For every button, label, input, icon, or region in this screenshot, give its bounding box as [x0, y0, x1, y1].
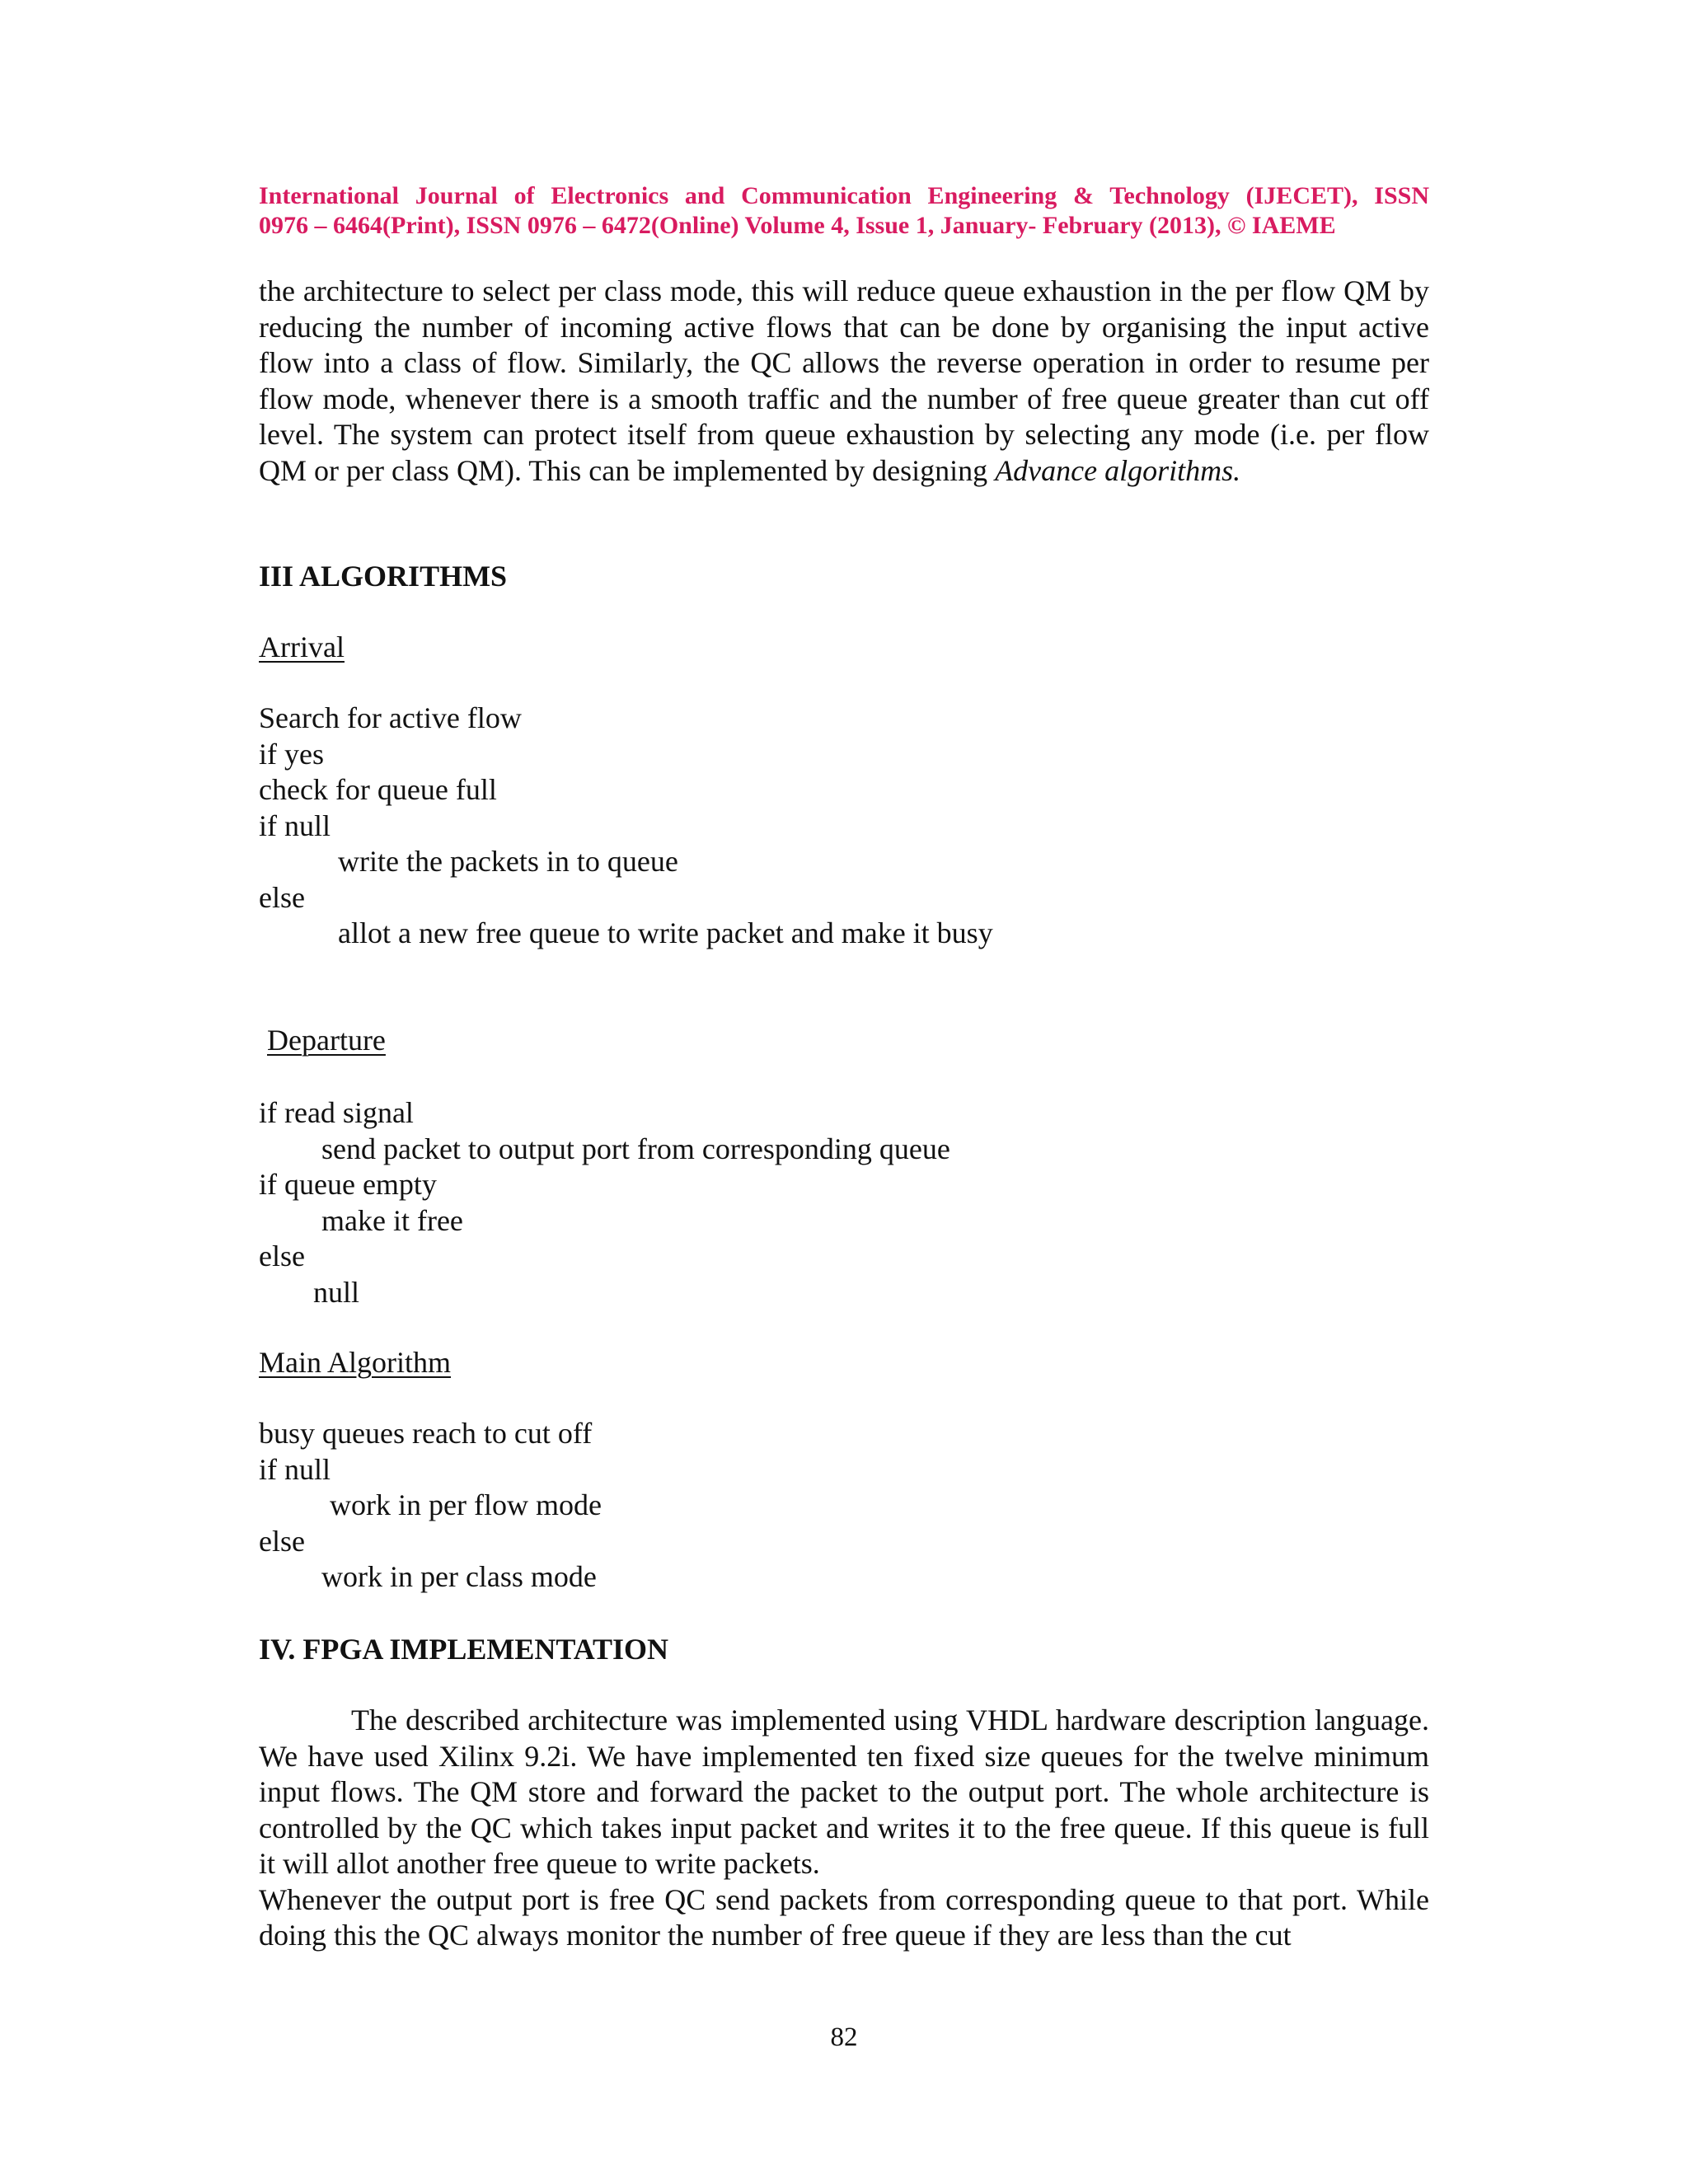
main-algorithm-line: work in per flow mode	[330, 1488, 602, 1521]
subheading-main-algorithm: Main Algorithm	[259, 1346, 451, 1379]
departure-line: if read signal	[259, 1096, 414, 1129]
subheading-arrival: Arrival	[259, 630, 345, 663]
section-heading-fpga-implementation: IV. FPGA IMPLEMENTATION	[259, 1633, 669, 1666]
arrival-line: allot a new free queue to write packet and make it busy	[338, 916, 993, 949]
subheading-departure: Departure	[267, 1024, 386, 1057]
departure-line: send packet to output port from corresponding queue	[321, 1132, 950, 1165]
page-number: 82	[830, 2022, 858, 2052]
arrival-line: write the packets in to queue	[338, 845, 678, 878]
arrival-line: if yes	[259, 737, 324, 771]
document-page	[259, 0, 1429, 2184]
departure-line: if queue empty	[259, 1168, 437, 1201]
intro-paragraph-text: the architecture to select per class mode, this will reduce queue exhaustion in the per flow QM by reducing the number of incoming active flows that can be done by organising the input active flow into a class of flow. Similarly, the QC allows the reverse operation in order to resume per flow mode, whenever there is a smooth traffic and the number of free queue greater than cut off level. The system can protect itself from queue exhaustion by selecting any mode (i.e. per flow QM or per class QM). This can be implemented by designing	[259, 274, 1429, 487]
departure-line: make it free	[321, 1203, 463, 1237]
main-algorithm-line: busy queues reach to cut off	[259, 1417, 593, 1450]
arrival-line: check for queue full	[259, 773, 497, 806]
departure-line: null	[313, 1275, 360, 1309]
main-algorithm-line: else	[259, 1524, 305, 1558]
arrival-line: Search for active flow	[259, 701, 522, 734]
arrival-line: if null	[259, 808, 331, 842]
intro-paragraph	[259, 274, 1429, 489]
fpga-implementation-text	[259, 1703, 1429, 1954]
journal-header	[259, 181, 1429, 241]
arrival-line: else	[259, 880, 305, 914]
departure-algorithm	[259, 1095, 950, 1310]
journal-header-line-1: International Journal of Electronics and Communication Engineering & Technology (IJECET), ISSN	[259, 182, 1429, 209]
fpga-paragraph-2: Whenever the output port is free QC send packets from corresponding queue to that port. While doing this the QC always monitor the number of free queue if they are less than the cut	[259, 1882, 1429, 1952]
departure-line: else	[259, 1240, 305, 1272]
main-algorithm-line: work in per class mode	[321, 1560, 597, 1593]
section-heading-algorithms: III ALGORITHMS	[259, 560, 508, 593]
fpga-paragraph-1-text: The described architecture was implemented using VHDL hardware description language. We have used Xilinx 9.2i. We have implemented ten fixed size queues for the twelve minimum input flows. The QM store and forward the packet to the output port. The whole architecture is controlled by the QC which takes input packet and writes it to the free queue. If this queue is full it will allot another free queue to write packets.	[259, 1704, 1429, 1880]
main-algorithm-line: if null	[259, 1452, 331, 1486]
journal-header-line-2: 0976 – 6464(Print), ISSN 0976 – 6472(Online) Volume 4, Issue 1, January- February (2013), © IAEME	[259, 212, 1336, 239]
intro-paragraph-italic-tail: Advance algorithms.	[995, 453, 1241, 487]
main-algorithm	[259, 1416, 602, 1596]
fpga-paragraph-1	[259, 1703, 1429, 1882]
arrival-algorithm	[259, 701, 993, 952]
